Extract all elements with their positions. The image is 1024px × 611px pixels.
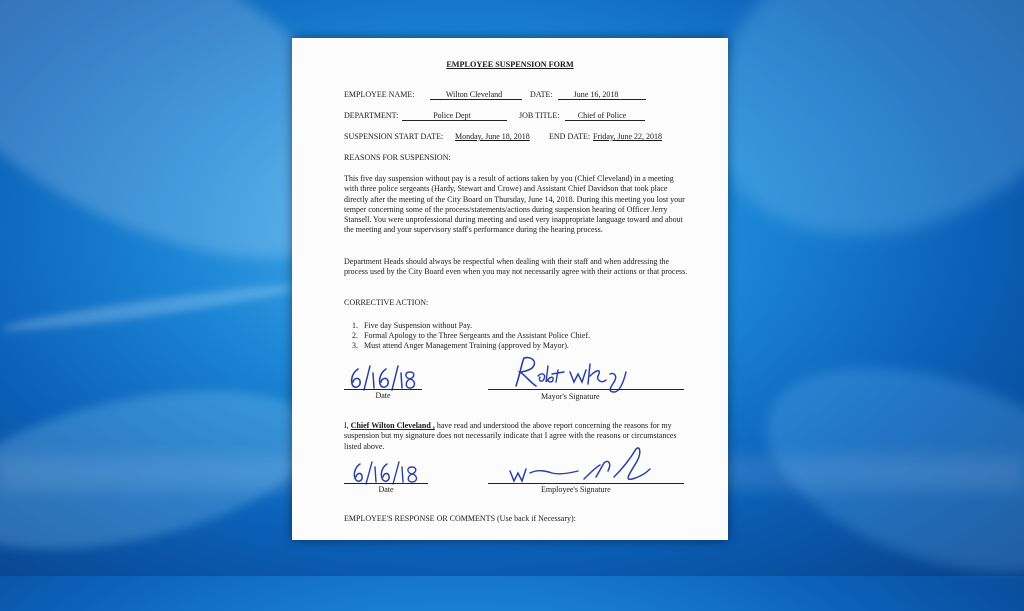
- employee-name-label: EMPLOYEE NAME:: [344, 90, 415, 99]
- mayor-signature-line: [488, 389, 684, 390]
- acknowledgement-name: Chief Wilton Cleveland ,: [350, 421, 435, 430]
- employee-signature-caption: Employee's Signature: [541, 485, 611, 494]
- start-date-value: Monday, June 18, 2018: [455, 132, 530, 141]
- employee-signature-line: [488, 483, 684, 484]
- list-item: 2. Formal Apology to the Three Sergeants and the Assistant Police Chief.: [352, 331, 591, 340]
- date-line-2: [344, 483, 428, 484]
- start-date-label: SUSPENSION START DATE:: [344, 132, 444, 141]
- date-value: June 16, 2018: [573, 90, 619, 99]
- department-value: Police Dept: [433, 111, 471, 120]
- employee-signature: [500, 443, 660, 485]
- mayor-signature: [506, 352, 636, 394]
- date-line-1: [344, 389, 422, 390]
- reason-paragraph-1: This five day suspension without pay is a result of actions taken by you (Chief Cleveland) in a meeting with three police sergeants (Hardy, Stewart and Crowe) and Assistant Chief Davidson that took place directly after the meeting of the City Board on Thursday, June 14, 2018. During this meeting you lost your temper concerning some of the process/statements/actions during suspension hearing of Officer Jerry Stansell. You were unprofessional during meeting and used very inappropriate language toward and about the meeting and your supervisory staff's performance during the hearing process.: [344, 174, 685, 235]
- date-caption-2: Date: [378, 485, 394, 494]
- end-date-value: Friday, June 22, 2018: [593, 132, 663, 141]
- reason-paragraph-2: Department Heads should always be respectful when dealing with their staff and when addressing the process used by the City Board even when you may not necessarily agree with their actions or that process.: [344, 257, 688, 277]
- job-title-label: JOB TITLE:: [519, 111, 560, 120]
- department-label: DEPARTMENT:: [344, 111, 399, 120]
- reasons-heading: REASONS FOR SUSPENSION:: [344, 153, 451, 162]
- employee-name-value: Wilton Cleveland: [445, 90, 503, 99]
- corrective-action-heading: CORRECTIVE ACTION:: [344, 298, 429, 307]
- date-caption-1: Date: [375, 391, 391, 400]
- date-label: DATE:: [530, 90, 553, 99]
- job-title-value: Chief of Police: [577, 111, 627, 120]
- employee-response-label: EMPLOYEE'S RESPONSE OR COMMENTS (Use back if Necessary):: [344, 514, 576, 523]
- acknowledgement-paragraph: I, Chief Wilton Cleveland , have read and understood the above report concerning the reasons for my suspension but my signature does not necessarily indicate that I agree with the reasons or circumstances listed above.: [344, 421, 677, 451]
- suspension-form-document: [292, 38, 728, 540]
- corrective-action-list: [352, 321, 590, 351]
- end-date-label: END DATE:: [549, 132, 591, 141]
- form-title: EMPLOYEE SUSPENSION FORM: [446, 60, 574, 69]
- list-item: 3. Must attend Anger Management Training (approved by Mayor).: [352, 341, 569, 350]
- list-item: 1. Five day Suspension without Pay.: [352, 321, 473, 330]
- mayor-signature-caption: Mayor's Signature: [541, 392, 600, 401]
